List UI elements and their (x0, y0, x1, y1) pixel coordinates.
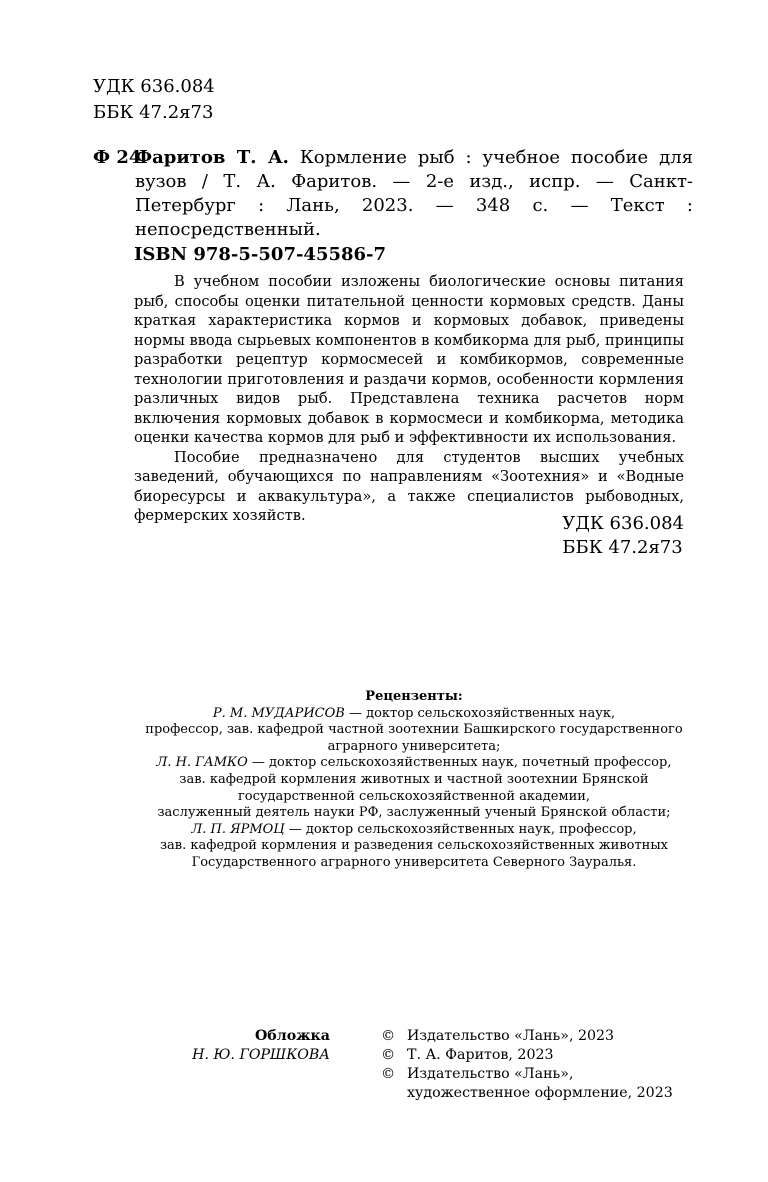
reviewer-line: аграрного университета; (327, 738, 501, 754)
cover-label: Обложка (254, 1028, 330, 1044)
copyright-text: Издательство «Лань», художественное оформление, 2023 (407, 1066, 673, 1101)
reviewer-title: — доктор сельскохозяйственных наук, почетный профессор, (247, 755, 672, 771)
reviewer-name: Р. М. МУДАРИСОВ (212, 705, 345, 721)
reviewer-name: Л. П. ЯРМОЦ (191, 821, 285, 837)
reviewer-line: заслуженный деятель науки РФ, заслуженный ученый Брянской области; (157, 805, 671, 821)
copyright-line (381, 1065, 691, 1103)
reviewers-block (134, 689, 694, 872)
isbn: ISBN 978-5-507-45586-7 (134, 244, 387, 265)
reviewer-first-line (134, 706, 694, 723)
bbk-code: ББК 47.2я73 (93, 102, 214, 123)
reviewer-title: — доктор сельскохозяйственных наук, профессор, (284, 821, 637, 837)
reviewer-line: профессор, зав. кафедрой частной зоотехнии Башкирского государственного (145, 722, 683, 738)
abstract-paragraph: В учебном пособии изложены биологические основы питания рыб, способы оценки питательной ценности кормовых средств. Даны краткая характеристика кормов и кормовых добавок, приведены нормы ввода сырьевых компонентов в комбикорма для рыб, принципы разработки рецептур кормосмесей и комбикормов, современные технологии приготовления и раздачи кормов, особенности кормления различных видов рыб. Представлена техника расчетов норм включения кормовых добавок в кормосмеси и комбикорма, методика оценки качества кормов для рыб и эффективности их использования. (134, 273, 684, 446)
abstract-paragraph: Пособие предназначено для студентов высших учебных заведений, обучающихся по направлениям «Зоотехния» и «Водные биоресурсы и аквакультура», а также специалистов рыбоводных, фермерских хозяйств. (134, 448, 684, 524)
cover-credit (160, 1027, 330, 1065)
reviewer-title: — доктор сельскохозяйственных наук, (344, 705, 616, 721)
reviewer-line: зав. кафедрой кормления и разведения сельскохозяйственных животных (159, 838, 669, 854)
bibliographic-entry (93, 146, 693, 242)
copyright-block (381, 1027, 691, 1103)
reviewer-first-line (134, 822, 694, 839)
author-sign: Ф 24 (93, 147, 142, 168)
reviewer-line: государственной сельскохозяйственной академии, (237, 788, 591, 804)
top-classification (93, 74, 215, 126)
entry-text (135, 146, 693, 242)
copyright-text: Издательство «Лань», 2023 (407, 1028, 615, 1044)
bbk-code: ББК 47.2я73 (562, 537, 683, 558)
copyright-icon: © (381, 1047, 396, 1063)
entry-author: Фаритов Т. А. (135, 147, 289, 168)
cover-artist: Н. Ю. ГОРШКОВА (192, 1047, 330, 1063)
reviewer-line: зав. кафедрой кормления животных и частной зоотехнии Брянской (179, 771, 649, 787)
entry-description: Кормление рыб : учебное пособие для вузов / Т. А. Фаритов. — 2-е изд., испр. — Санкт-Петербург : Лань, 2023. — 348 с. — Текст : непосредственный. (135, 147, 693, 240)
abstract (134, 272, 684, 526)
udk-code: УДК 636.084 (562, 513, 684, 534)
reviewer-first-line (134, 755, 694, 772)
copyright-icon: © (381, 1066, 396, 1082)
udk-code: УДК 636.084 (93, 76, 215, 97)
copyright-icon: © (381, 1028, 396, 1044)
reviewers-heading: Рецензенты: (365, 689, 463, 704)
copyright-line (381, 1046, 691, 1065)
bottom-classification (562, 512, 684, 560)
copyright-line (381, 1027, 691, 1046)
reviewer-line: Государственного аграрного университета Северного Зауралья. (191, 854, 637, 870)
copyright-text: Т. А. Фаритов, 2023 (407, 1047, 554, 1063)
reviewer-name: Л. Н. ГАМКО (156, 755, 248, 771)
